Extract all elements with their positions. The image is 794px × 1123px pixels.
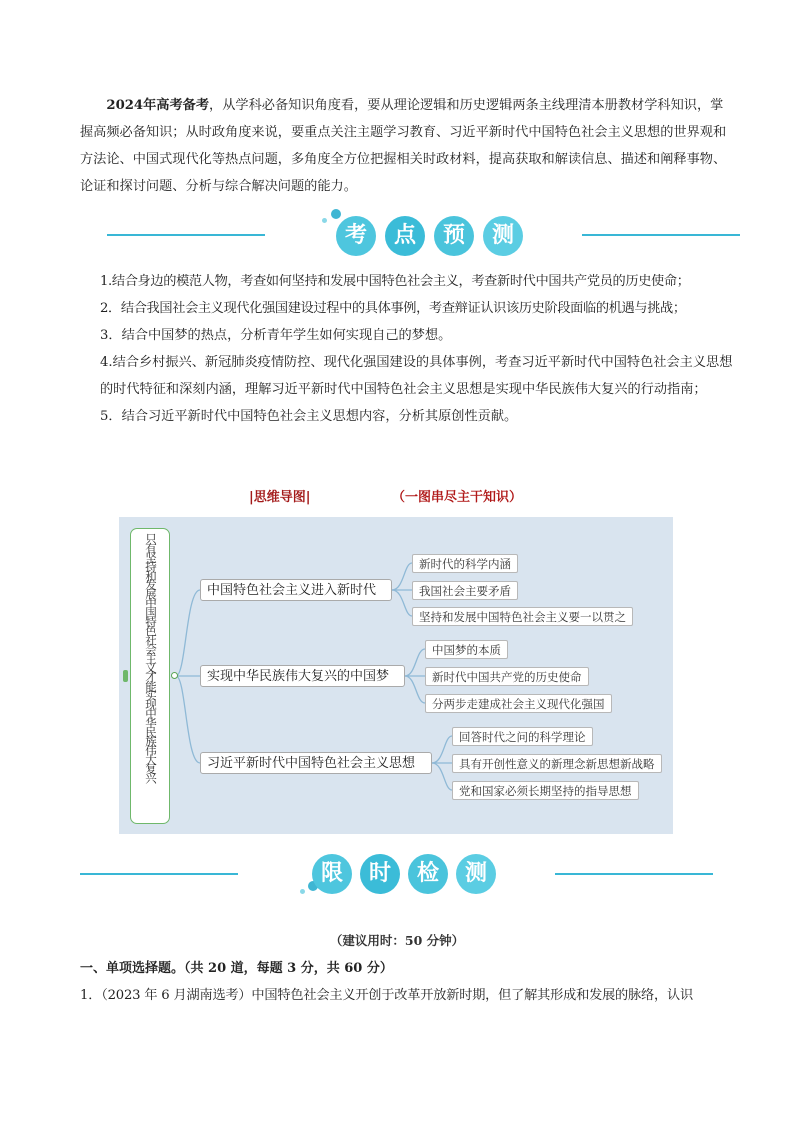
leaf-node: 具有开创性意义的新理念新思想新战略 xyxy=(452,754,662,773)
banner-line-right xyxy=(555,873,713,875)
intro-lead: 2024年高考备考 xyxy=(106,98,210,113)
branch-node: 习近平新时代中国特色社会主义思想 xyxy=(200,752,432,774)
banner-char: 预 xyxy=(434,216,474,256)
branch-node: 实现中华民族伟大复兴的中国梦 xyxy=(200,665,405,687)
mindmap-subheading: （一图串尽主干知识） xyxy=(392,490,523,505)
leaf-node: 中国梦的本质 xyxy=(425,640,508,659)
mindmap-heading: |思维导图| xyxy=(249,490,311,505)
suggested-time: （建议用时：50 分钟） xyxy=(329,933,465,948)
banner-char: 考 xyxy=(336,216,376,256)
leaf-node: 新时代的科学内涵 xyxy=(412,554,518,573)
connector-leaf xyxy=(392,590,412,616)
banner-char: 限 xyxy=(312,854,352,894)
prediction-item: 3．结合中国梦的热点，分析青年学生如何实现自己的梦想。 xyxy=(100,328,452,343)
connector-branch-1 xyxy=(176,590,200,676)
prediction-item: 1.结合身边的模范人物，考查如何坚持和发展中国特色社会主义，考查新时代中国共产党员的历史使命； xyxy=(100,274,690,289)
question-1: 1．（2023 年 6 月湖南选考）中国特色社会主义开创于改革开放新时期，但了解其形成和发展的脉络，认识 xyxy=(80,988,693,1003)
leaf-node: 回答时代之问的科学理论 xyxy=(452,727,593,746)
connector-leaf xyxy=(405,676,425,703)
prediction-item: 2．结合我国社会主义现代化强国建设过程中的具体事例，考查辩证认识该历史阶段面临的机遇与挑战； xyxy=(100,301,686,316)
intro-text: ，从学科必备知识角度看，要从理论逻辑和历史逻辑两条主线理清本册教材学科知识，掌握高频必备知识；从时政角度来说，要重点关注主题学习教育、习近平新时代中国特色社会主义思想的世界观和方法论、中国式现代化等热点问题，多角度全方位把握相关时政材料，提高获取和解读信息、描述和阐释事物、论证和探讨问题、分析与综合解决问题的能力。 xyxy=(80,98,727,194)
leaf-node: 新时代中国共产党的历史使命 xyxy=(425,667,589,686)
leaf-node: 分两步走建成社会主义现代化强国 xyxy=(425,694,612,713)
leaf-node: 党和国家必须长期坚持的指导思想 xyxy=(452,781,639,800)
connector-leaf xyxy=(432,763,452,790)
mindmap-root-label: 只有坚持和发展中国特色社会主义才能实现中华民族伟大复兴 xyxy=(144,533,158,782)
branch-node: 中国特色社会主义进入新时代 xyxy=(200,579,392,601)
banner-timed-test xyxy=(0,845,794,905)
leaf-node: 我国社会主要矛盾 xyxy=(412,581,518,600)
prediction-item: 4.结合乡村振兴、新冠肺炎疫情防控、现代化强国建设的具体事例，考查习近平新时代中国特色社会主义思想的时代特征和深刻内涵，理解习近平新时代中国特色社会主义思想是实现中华民族伟大复兴的行动指南； xyxy=(100,355,733,397)
connector-leaf xyxy=(405,649,425,676)
banner-char: 时 xyxy=(360,854,400,894)
connector-branch-3 xyxy=(176,676,200,763)
banner-char: 测 xyxy=(456,854,496,894)
root-handle xyxy=(123,670,128,682)
section-title: 一、单项选择题。（共 20 道，每题 3 分，共 60 分） xyxy=(80,961,393,976)
leaf-node: 坚持和发展中国特色社会主义要一以贯之 xyxy=(412,607,633,626)
connector-leaf xyxy=(392,563,412,590)
banner-char: 检 xyxy=(408,854,448,894)
collapse-toggle[interactable] xyxy=(171,672,178,679)
banner-char: 点 xyxy=(385,216,425,256)
banner-char: 测 xyxy=(483,216,523,256)
banner-dot xyxy=(300,889,305,894)
prediction-item: 5．结合习近平新时代中国特色社会主义思想内容，分析其原创性贡献。 xyxy=(100,409,518,424)
banner-line-left xyxy=(80,873,238,875)
connector-leaf xyxy=(432,736,452,763)
mindmap-root xyxy=(130,528,170,824)
